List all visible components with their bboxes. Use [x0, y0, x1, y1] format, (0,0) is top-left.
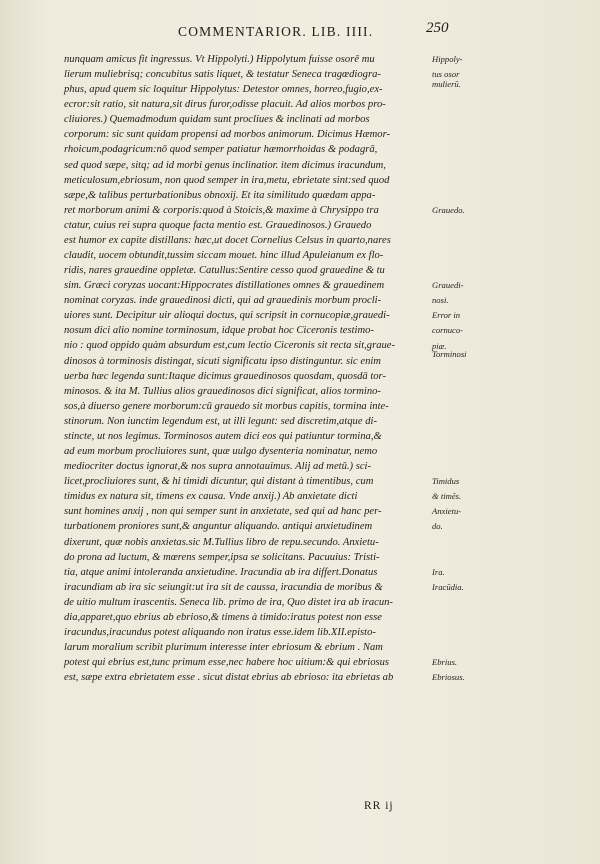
- signature-mark: RR ij: [364, 800, 394, 812]
- margin-note: Torminosi: [432, 348, 467, 359]
- text-line: claudit, uocem obtundit,tussim siccam mouet. hinc illud Apuleianum ex flo-: [64, 250, 384, 262]
- text-line: iracundiam ab ira sic seiungit:ut ira sit de caussa, iracundia de moribus &: [64, 581, 383, 593]
- text-line: larum moralium scribit plurimum interesse inter ebriosum & ebrium . Nam: [64, 642, 383, 654]
- margin-note: Grauedi-: [432, 280, 464, 291]
- margin-note: do.: [432, 521, 443, 532]
- text-line: dia,apparet,quo ebrius ab ebrioso,& timens à timido:iratus potest non esse: [64, 611, 382, 623]
- text-line: meticulosum,ebriosum, non quod semper in ira,metu, ebrietate sint:sed quod: [64, 174, 390, 186]
- text-line: ctatur, cuius rei supra quoque facta mentio est. Grauedinosos.) Grauedo: [64, 219, 372, 231]
- text-line: sunt homines anxij , non qui semper sunt in anxietate, sed qui ad hanc per-: [64, 506, 382, 518]
- margin-note: Anxietu-: [432, 506, 462, 517]
- text-line: dinosos à torminosis distingat, sicuti significatu ipso distinguntur. sic enim: [64, 355, 381, 367]
- text-line: nio : quod oppido quàm absurdum est,cum lectio Ciceronis sit recta sit,graue-: [64, 340, 396, 352]
- text-line: licet,procliuiores sunt, & hi timidi dicuntur, qui distant à timentibus, cum: [64, 476, 374, 488]
- margin-note: Hippoly-: [432, 54, 463, 64]
- folio-number: 250: [426, 20, 449, 36]
- text-line: minosos. & ita M. Tullius alios grauedinosos dici significat, alios tormino-: [64, 385, 381, 397]
- text-line: sed quod sæpe, sitq; ad id morbi genus inclinatior. item dicimus iracundum,: [64, 159, 386, 171]
- text-line: uiores sunt. Decipitur uir alioqui doctus, qui scripsit in cornucopiæ,grauedi-: [64, 310, 390, 322]
- text-line: corporum: sic sunt quidam propensi ad morbos animorum. Dicimus Hæmor-: [64, 129, 391, 141]
- text-line: sæpe,& talibus perturbationibus obnoxij. Et ita similitudo quædam appa-: [64, 189, 376, 201]
- text-line: sim. Græci coryzas uocant:Hippocrates distillationes omnes & grauedinem: [64, 280, 385, 292]
- margin-note: Ebrius.: [432, 657, 458, 668]
- text-line: stinorum. Non iunctim legendum est, ut illi legunt: sed discretim,atque di-: [64, 415, 377, 427]
- text-line: potest qui ebrius est,tunc primum esse,nec habere hoc uitium:& qui ebriosus: [64, 657, 390, 669]
- text-line: uerba hæc legenda sunt:Itaque dicimus grauedinosos quosdam, quosdā tor-: [64, 370, 386, 382]
- text-line: nunquam amicus fit ingressus. Vt Hippolyti.) Hippolytum fuisse osorē mu: [64, 54, 375, 65]
- text-line: mediocriter doctus ignorat,& nos supra annotauimus. Alij ad metū.) sci-: [64, 461, 372, 473]
- margin-note: cornuco-: [432, 325, 464, 336]
- text-line: sos,à diuerso genere morborum:cū grauedo sit morbus capitis, tormina inte-: [64, 400, 389, 412]
- margin-note: Iracūdia.: [432, 581, 464, 592]
- text-line: tia, atque animi intoleranda anxietudine. Iracundia ab ira differt.Donatus: [64, 566, 378, 578]
- text-line: dixerunt, quæ nobis anxietas.sic M.Tullius libro de repu.secundo. Anxietu-: [64, 536, 379, 548]
- page-header: [178, 20, 558, 46]
- margin-note: Ebriosus.: [432, 672, 465, 683]
- margin-note: Timidus: [432, 476, 460, 487]
- margin-note: mulierū.: [432, 78, 461, 89]
- text-line: est humor ex capite distillans: hæc,ut docet Cornelius Celsus in quarto,nares: [64, 234, 391, 246]
- margin-note: & timēs.: [432, 491, 462, 502]
- text-line: rhoicum,podagricum:nō quod semper patiatur hæmorrhoidas & podagrā,: [64, 144, 378, 156]
- running-title: COMMENTARIOR. LIB. IIII.: [178, 24, 374, 39]
- margin-note: piæ.: [432, 340, 447, 351]
- text-line: turbationem proniores sunt,& anguntur aliquando. antiqui anxietudinem: [64, 521, 373, 533]
- text-line: ret morborum animi & corporis:quod à Stoicis,& maxime à Chrysippo tra: [64, 204, 379, 216]
- margin-note: Error in: [432, 310, 461, 321]
- text-line: est, sæpe extra ebrietatem esse . sicut distat ebrius ab ebrioso: ita ebrietas ab: [64, 672, 394, 684]
- margin-note: nosi.: [432, 295, 449, 306]
- body-text: [64, 52, 429, 685]
- text-line: phus, apud quem sic loquitur Hippolytus: Detestor omnes, horreo,fugio,ex-: [64, 84, 383, 96]
- text-line: timidus ex natura sit, timens ex causa. Vnde anxij.) Ab anxietate dicti: [64, 491, 358, 503]
- text-line: ridis, nares grauedine oppletæ. Catullus:Sentire cesso quod grauedine & tu: [64, 265, 385, 277]
- margin-note: Grauedo.: [432, 204, 465, 215]
- text-line: iracundus,iracundus potest aliquando non iratus esse.idem lib.XII.episto-: [64, 626, 376, 638]
- text-line: stincte, ut nos legimus. Torminosos autem dici eos qui patiuntur tormina,&: [64, 430, 382, 442]
- text-line: do prona ad luctum, & mœrens semper,ipsa se solicitans. Pacuuius: Tristi-: [64, 551, 380, 563]
- text-line: lierum muliebrisq; concubitus satis liquet, & testatur Seneca tragœdiogra-: [64, 69, 381, 81]
- text-line: nosum dici alio nomine torminosum, idque probat hoc Ciceronis testimo-: [64, 325, 374, 337]
- text-line: ecror:sit ratio, sit natura,sit dirus furor,odisse placuit. Ad alios morbos pro-: [64, 99, 386, 111]
- text-line: nominat coryzas. inde grauedinosi dicti, qui ad grauedinis morbum procli-: [64, 295, 382, 307]
- text-line: ad eum morbum procliuiores sunt, quæ uulgo dysenteria nominatur, nemo: [64, 446, 378, 458]
- text-line: de uitio multum irascentis. Seneca lib. primo de ira, Quo distet ira ab iracun-: [64, 596, 393, 608]
- text-line: cliuiores.) Quemadmodum quidam sunt procliues & inclinati ad morbos: [64, 114, 370, 126]
- margin-note: tus osor: [432, 69, 460, 80]
- margin-note: Ira.: [432, 566, 445, 577]
